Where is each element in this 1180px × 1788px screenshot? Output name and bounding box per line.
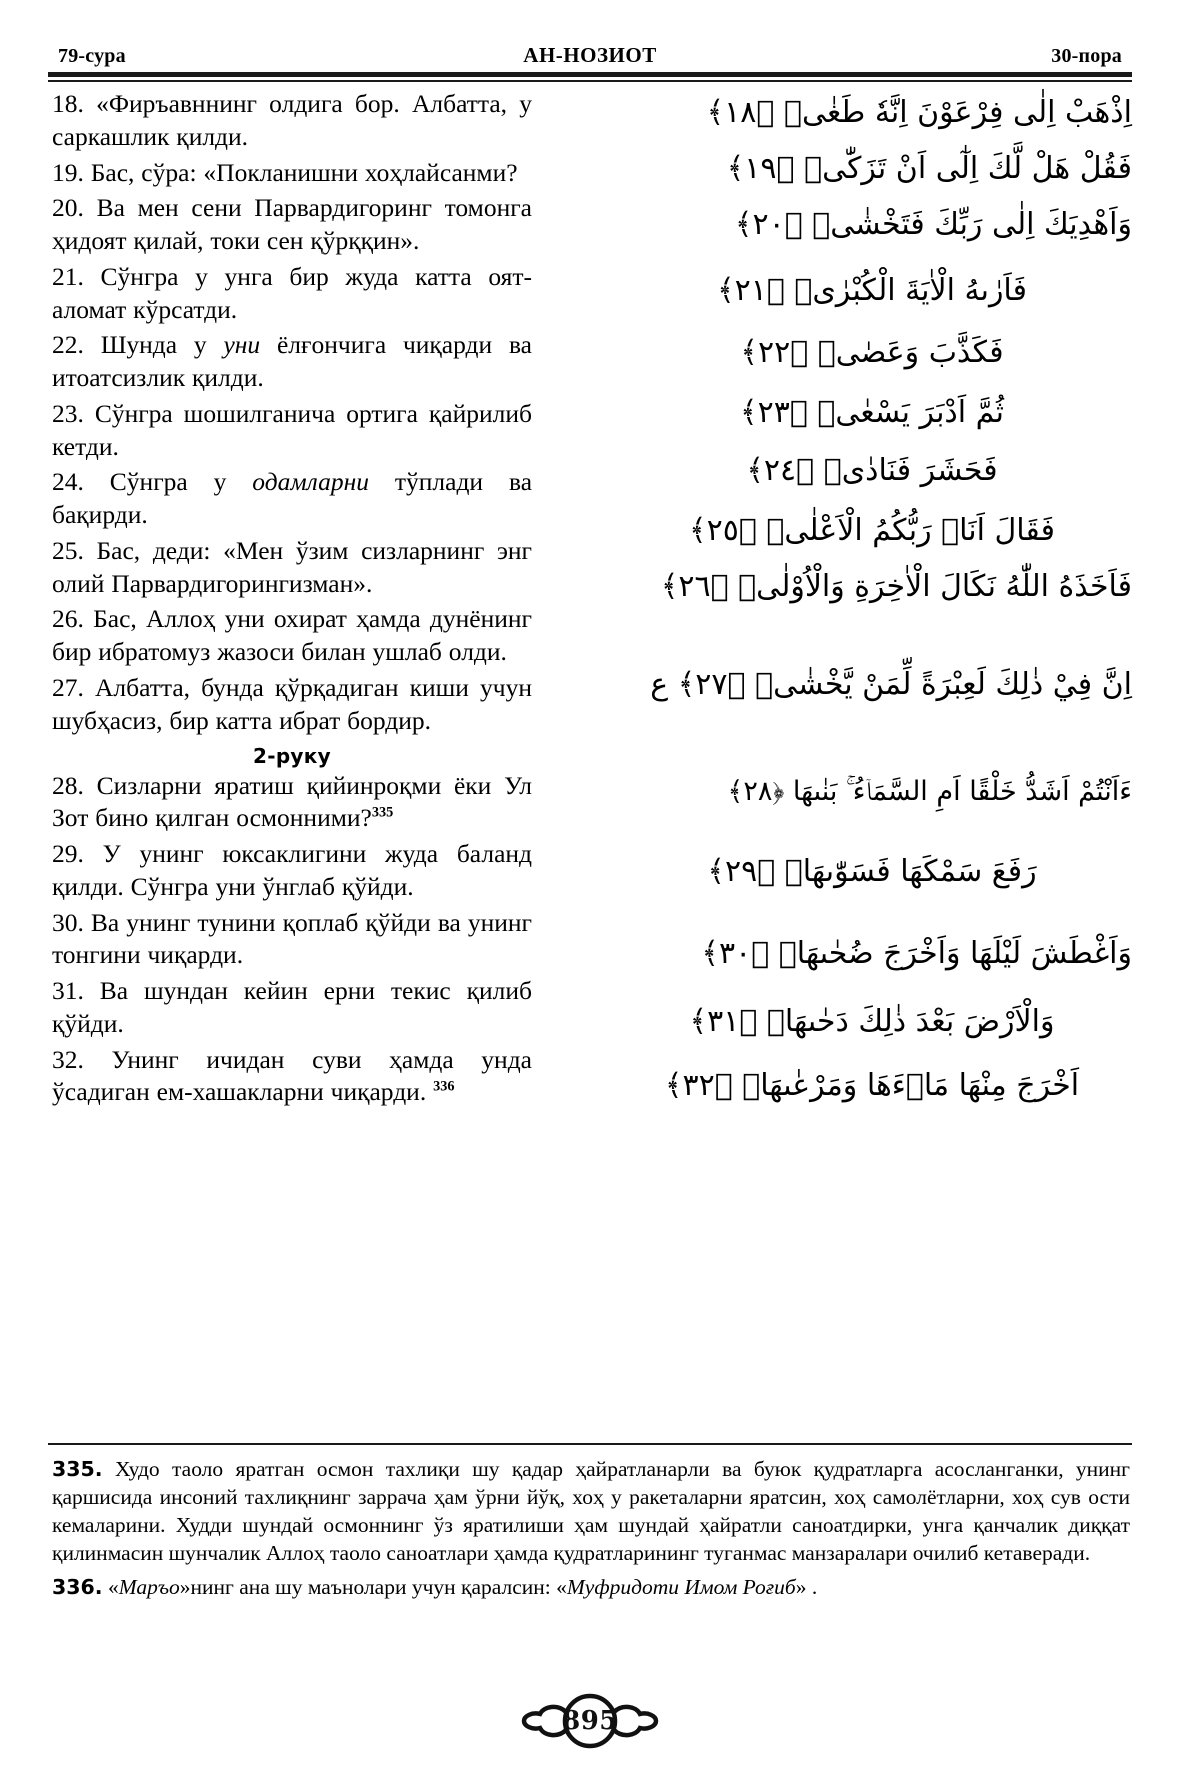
verse-number: 19. bbox=[52, 157, 84, 187]
verse-23 bbox=[52, 398, 532, 464]
arabic-ayah-26: فَاَخَذَهُ اللّٰهُ نَكَالَ الْاٰخِرَةِ وَالْاُوْلٰىۗ ﴿٢٦﴾ bbox=[660, 569, 1132, 604]
verse-22 bbox=[52, 329, 532, 395]
footnote-336 bbox=[52, 1574, 1130, 1602]
verse-text: Сўнгра шошилганича ортига қайрилиб кетди. bbox=[52, 398, 532, 461]
folio-ornament bbox=[500, 1690, 680, 1752]
verse-19 bbox=[52, 157, 532, 190]
arabic-ayah-20: وَاَهْدِيَكَ اِلٰى رَبِّكَ فَتَخْشٰىۚ ﴿٢٠﴾ bbox=[734, 207, 1132, 242]
arabic-ayah-22: فَكَذَّبَ وَعَصٰىۖ ﴿٢٢﴾ bbox=[740, 335, 1004, 370]
verse-number: 20. bbox=[52, 193, 84, 223]
arabic-ayah-32: اَخْرَجَ مِنْهَا مَاۤءَهَا وَمَرْعٰىهَاۖ ﴿٣٢﴾ bbox=[664, 1068, 1080, 1103]
verse-number: 22. bbox=[52, 330, 84, 360]
verse-emphasis: уни bbox=[223, 330, 261, 360]
arabic-ayah-30: وَاَغْطَشَ لَيْلَهَا وَاَخْرَجَ ضُحٰىهَاۖ ﴿٣٠﴾ bbox=[701, 936, 1132, 971]
footnote-336-pre: « bbox=[102, 1574, 119, 1599]
verse-18 bbox=[52, 88, 532, 154]
verse-text: Албатта, бунда қўрқадиган киши учун шубҳасиз, бир катта ибрат бордир. bbox=[52, 673, 532, 735]
arabic-ayah-27: اِنَّ فِيْ ذٰلِكَ لَعِبْرَةً لِّمَنْ يَّخْشٰىۗ ﴿٢٧﴾ ع bbox=[650, 667, 1132, 702]
running-head-center: АН-НОЗИОТ bbox=[523, 43, 657, 67]
verse-text: Бас, Аллоҳ уни охират ҳамда дунёнинг бир ибратомуз жазоси билан ушлаб олди. bbox=[52, 604, 532, 667]
ruku-heading: 2-руку bbox=[253, 743, 331, 768]
verse-number: 31. bbox=[52, 976, 84, 1006]
arabic-ayah-29: رَفَعَ سَمْكَهَا فَسَوّٰىهَاۙ ﴿٢٩﴾ bbox=[707, 854, 1037, 889]
verse-text: Бас, сўра: «Покланишни хоҳлайсанми? bbox=[90, 157, 518, 187]
verse-28 bbox=[52, 770, 532, 836]
verse-number: 28. bbox=[52, 770, 84, 800]
verse-number: 26. bbox=[52, 604, 84, 634]
verse-number: 21. bbox=[52, 261, 84, 291]
verse-text: Ва унинг тунини қоплаб қўйди ва унинг тонгини чиқарди. bbox=[52, 907, 533, 970]
verse-text: У унинг юксаклигини жуда баланд қилди. Сўнгра уни ўнглаб қўйди. bbox=[52, 839, 533, 901]
header-rule bbox=[48, 72, 1132, 82]
verse-number: 32. bbox=[52, 1044, 84, 1074]
page-number: 895 bbox=[562, 1706, 618, 1736]
footnote-separator-rule bbox=[48, 1443, 1132, 1445]
footnotes-section bbox=[52, 1456, 1130, 1608]
verse-number: 30. bbox=[52, 907, 84, 937]
verse-text: Ва шундан кейин ерни текис қилиб қўйди. bbox=[52, 976, 532, 1038]
verse-number: 24. bbox=[52, 467, 84, 497]
running-head bbox=[58, 38, 1122, 68]
verse-32 bbox=[52, 1044, 532, 1110]
verse-text: «Фиръавннинг олдига бор. Албатта, у саркашлик қилди. bbox=[52, 89, 533, 151]
verse-29 bbox=[52, 838, 532, 904]
verse-21 bbox=[52, 261, 532, 327]
verse-number: 23. bbox=[52, 398, 84, 428]
verse-number: 27. bbox=[52, 673, 84, 703]
footnote-reference-335[interactable]: 335 bbox=[371, 804, 394, 821]
verse-31 bbox=[52, 975, 532, 1041]
verse-text: Бас, деди: «Мен ўзим сизларнинг энг олий Парвардигорингизман». bbox=[52, 535, 532, 598]
arabic-ayah-25: فَقَالَ اَنَا۠ رَبُّكُمُ الْاَعْلٰىۖ ﴿٢٥﴾ bbox=[689, 513, 1055, 548]
footnote-336-emphasis-term: Маръо bbox=[118, 1574, 180, 1599]
arabic-column bbox=[612, 88, 1132, 1101]
arabic-ayah-24: فَحَشَرَ فَنَادٰىۖ ﴿٢٤﴾ bbox=[746, 453, 998, 488]
header-rule-thin bbox=[48, 80, 1132, 82]
verse-text: Ва мен сени Парвардигоринг томонга ҳидоят қилай, токи сен қўрққин». bbox=[52, 193, 532, 256]
verse-text: Унинг ичидан суви ҳамда унда ўсадиган ем-хашакларни чиқарди. bbox=[52, 1044, 532, 1107]
verse-24 bbox=[52, 466, 532, 532]
footnote-335-mark: 335. bbox=[52, 1457, 103, 1481]
verse-text: Сўнгра у унга бир жуда катта оят-аломат кўрсатди. bbox=[52, 261, 532, 324]
verse-30 bbox=[52, 907, 532, 973]
arabic-ayah-31: وَالْاَرْضَ بَعْدَ ذٰلِكَ دَحٰىهَاۗ ﴿٣١﴾ bbox=[689, 1004, 1055, 1039]
verse-text-post: тўплади ва бақирди. bbox=[52, 467, 533, 530]
arabic-ayah-23: ثُمَّ اَدْبَرَ يَسْعٰىۖ ﴿٢٣﴾ bbox=[740, 395, 1004, 430]
verse-text-pre: Сўнгра у bbox=[109, 467, 253, 497]
arabic-ayah-28: ءَاَنْتُمْ اَشَدُّ خَلْقًا اَمِ السَّمَاۤءُ ۚ بَنٰىهَا ﴿٢٨﴾ bbox=[727, 776, 1132, 807]
footnote-335 bbox=[52, 1456, 1130, 1568]
arabic-ayah-19: فَقُلْ هَلْ لَّكَ اِلٰٓى اَنْ تَزَكّٰىۙ ﴿١٩﴾ bbox=[726, 151, 1132, 186]
footnote-336-emphasis-source: Муфридоти Имом Роғиб bbox=[566, 1574, 796, 1599]
footnote-335-text: Худо таоло яратган осмон тахлиқи шу қадар ҳайратланарли ва буюк қудратларга асосланганки, унинг қаршисида инсоний тахлиқнинг заррача ҳам ўрни йўқ, хоҳ у ракеталарни яратсин, хоҳ самолётларни, хоҳ сув ости кемаларини. Худди шундай осмоннинг ўз яратилиши ҳам шундай ҳайратли саноатдирки, унга қанчалик диққат қилинмасин шунчалик Аллоҳ таоло саноатлари ҳамда қудратларининг туганмас манзаралари очилиб кетаверади. bbox=[52, 1457, 1131, 1565]
footnote-336-post: » . bbox=[795, 1574, 818, 1599]
body-area bbox=[48, 88, 1132, 1248]
verse-number: 25. bbox=[52, 535, 84, 565]
verse-number: 18. bbox=[52, 89, 84, 118]
verse-text-post: ёлғончига чиқарди ва итоатсизлик қилди. bbox=[52, 330, 532, 393]
verse-26 bbox=[52, 603, 532, 669]
verse-text-pre: Шунда у bbox=[100, 330, 224, 360]
folio bbox=[0, 1690, 1180, 1752]
footnote-336-mark: 336. bbox=[52, 1574, 103, 1599]
arabic-ayah-18: اِذْهَبْ اِلٰى فِرْعَوْنَ اِنَّهٗ طَغٰىۖ ﴿١٨﴾ bbox=[706, 95, 1132, 130]
arabic-ayah-21: فَاَرٰىهُ الْاٰيَةَ الْكُبْرٰىۖ ﴿٢١﴾ bbox=[717, 273, 1027, 308]
running-head-right: 30-пора bbox=[1051, 45, 1122, 67]
verse-text: Сизларни яратиш қийинроқми ёки Ул Зот бино қилган осмонними? bbox=[52, 770, 533, 833]
verse-number: 29. bbox=[52, 839, 84, 869]
running-head-left: 79-сура bbox=[58, 45, 126, 67]
verse-emphasis: одамларни bbox=[252, 467, 369, 497]
footnote-336-mid: »нинг ана шу маънолари учун қаралсин: « bbox=[179, 1574, 567, 1599]
verse-25 bbox=[52, 535, 532, 601]
verse-20 bbox=[52, 192, 532, 258]
verse-27 bbox=[52, 672, 532, 738]
translation-column bbox=[52, 88, 532, 1112]
footnote-reference-336[interactable]: 336 bbox=[433, 1078, 455, 1095]
